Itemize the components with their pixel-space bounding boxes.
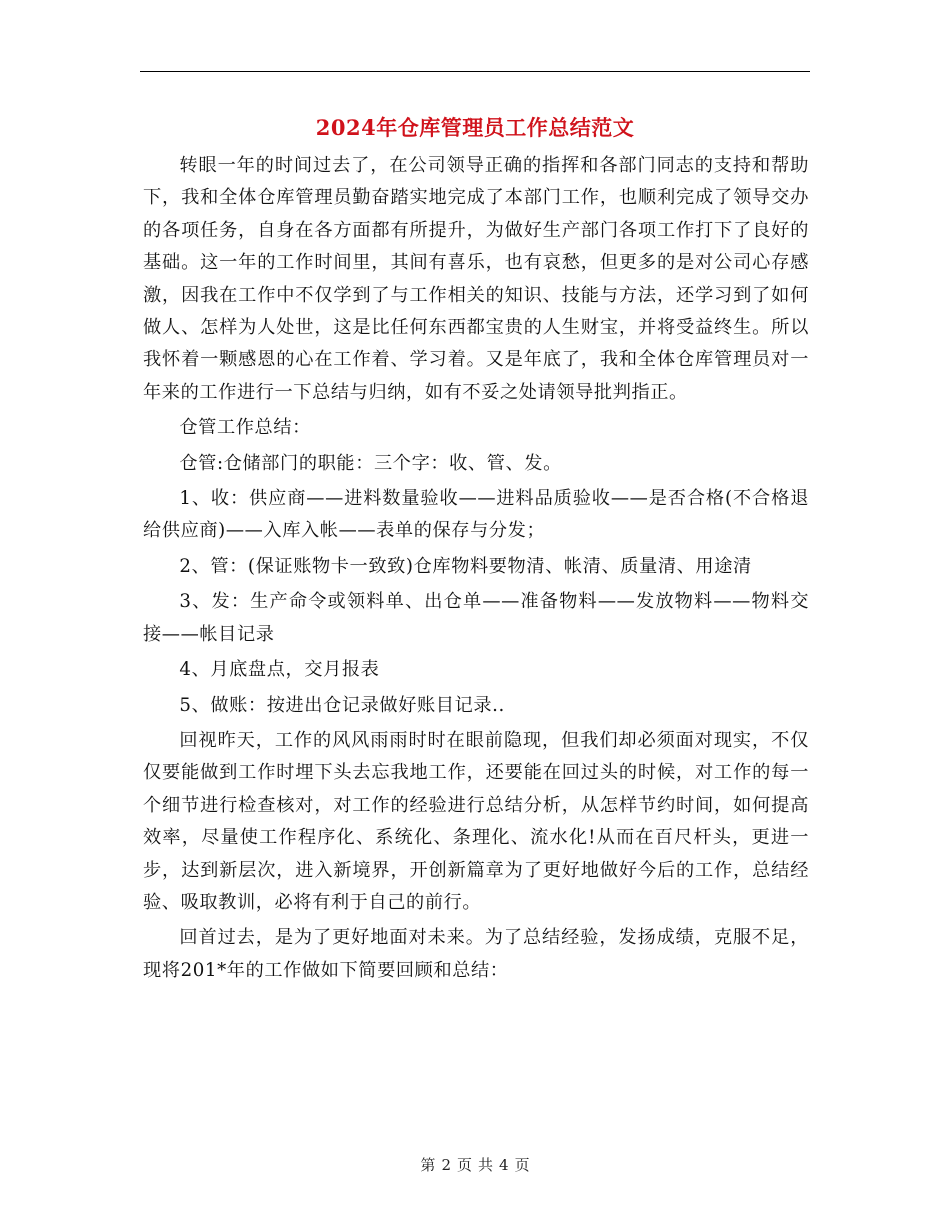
- footer-total-prefix: 共: [478, 1156, 494, 1174]
- footer-total-pages: 4: [499, 1156, 509, 1174]
- paragraph: 3、发：生产命令或领料单、出仓单——准备物料——发放物料——物料交接——帐目记录: [143, 591, 809, 645]
- paragraph: 回首过去，是为了更好地面对未来。为了总结经验，发扬成绩，克服不足，现将201*年的工作做如下简要回顾和总结：: [143, 927, 809, 981]
- paragraph: 1、收：供应商——进料数量验收——进料品质验收——是否合格(不合格退给供应商)——入库入帐——表单的保存与分发；: [143, 488, 809, 542]
- document-body: [143, 150, 809, 987]
- paragraph: 仓管工作总结：: [179, 417, 311, 439]
- paragraph: 4、月底盘点，交月报表: [179, 659, 380, 681]
- footer-page-mid: 页: [456, 1156, 472, 1174]
- header-rule: [140, 71, 810, 72]
- paragraph: 2、管：(保证账物卡一致致)仓库物料要物清、帐清、质量清、用途清: [179, 555, 752, 577]
- paragraph: 回视昨天，工作的风风雨雨时时在眼前隐现，但我们却必须面对现实，不仅仅要能做到工作时埋下头去忘我地工作，还要能在回过头的时候，对工作的每一个细节进行检查核对，对工作的经验进行总结分析，从怎样节约时间，如何提高效率，尽量使工作程序化、系统化、条理化、流水化!从而在百尺杆头，更进一步，达到新层次，进入新境界，开创新篇章为了更好地做好今后的工作，总结经验、吸取教训，必将有利于自己的前行。: [143, 729, 809, 913]
- footer-current-page: 2: [441, 1156, 451, 1174]
- paragraph: 5、做账：按进出仓记录做好账目记录..: [179, 694, 505, 716]
- paragraph: 转眼一年的时间过去了，在公司领导正确的指挥和各部门同志的支持和帮助下，我和全体仓库管理员勤奋踏实地完成了本部门工作，也顺利完成了领导交办的各项任务，自身在各方面都有所提升，为做好生产部门各项工作打下了良好的基础。这一年的工作时间里，其间有喜乐，也有哀愁，但更多的是对公司心存感激，因我在工作中不仅学到了与工作相关的知识、技能与方法，还学习到了如何做人、怎样为人处世，这是比任何东西都宝贵的人生财宝，并将受益终生。所以我怀着一颗感恩的心在工作着、学习着。又是年底了，我和全体仓库管理员对一年来的工作进行一下总结与归纳，如有不妥之处请领导批判指正。: [143, 155, 809, 403]
- page-footer: [0, 1153, 950, 1177]
- footer-total-suffix: 页: [514, 1156, 530, 1174]
- document-title: 2024年仓库管理员工作总结范文: [315, 115, 635, 140]
- paragraph: 仓管:仓储部门的职能：三个字：收、管、发。: [179, 452, 562, 474]
- footer-page-prefix: 第: [420, 1156, 436, 1174]
